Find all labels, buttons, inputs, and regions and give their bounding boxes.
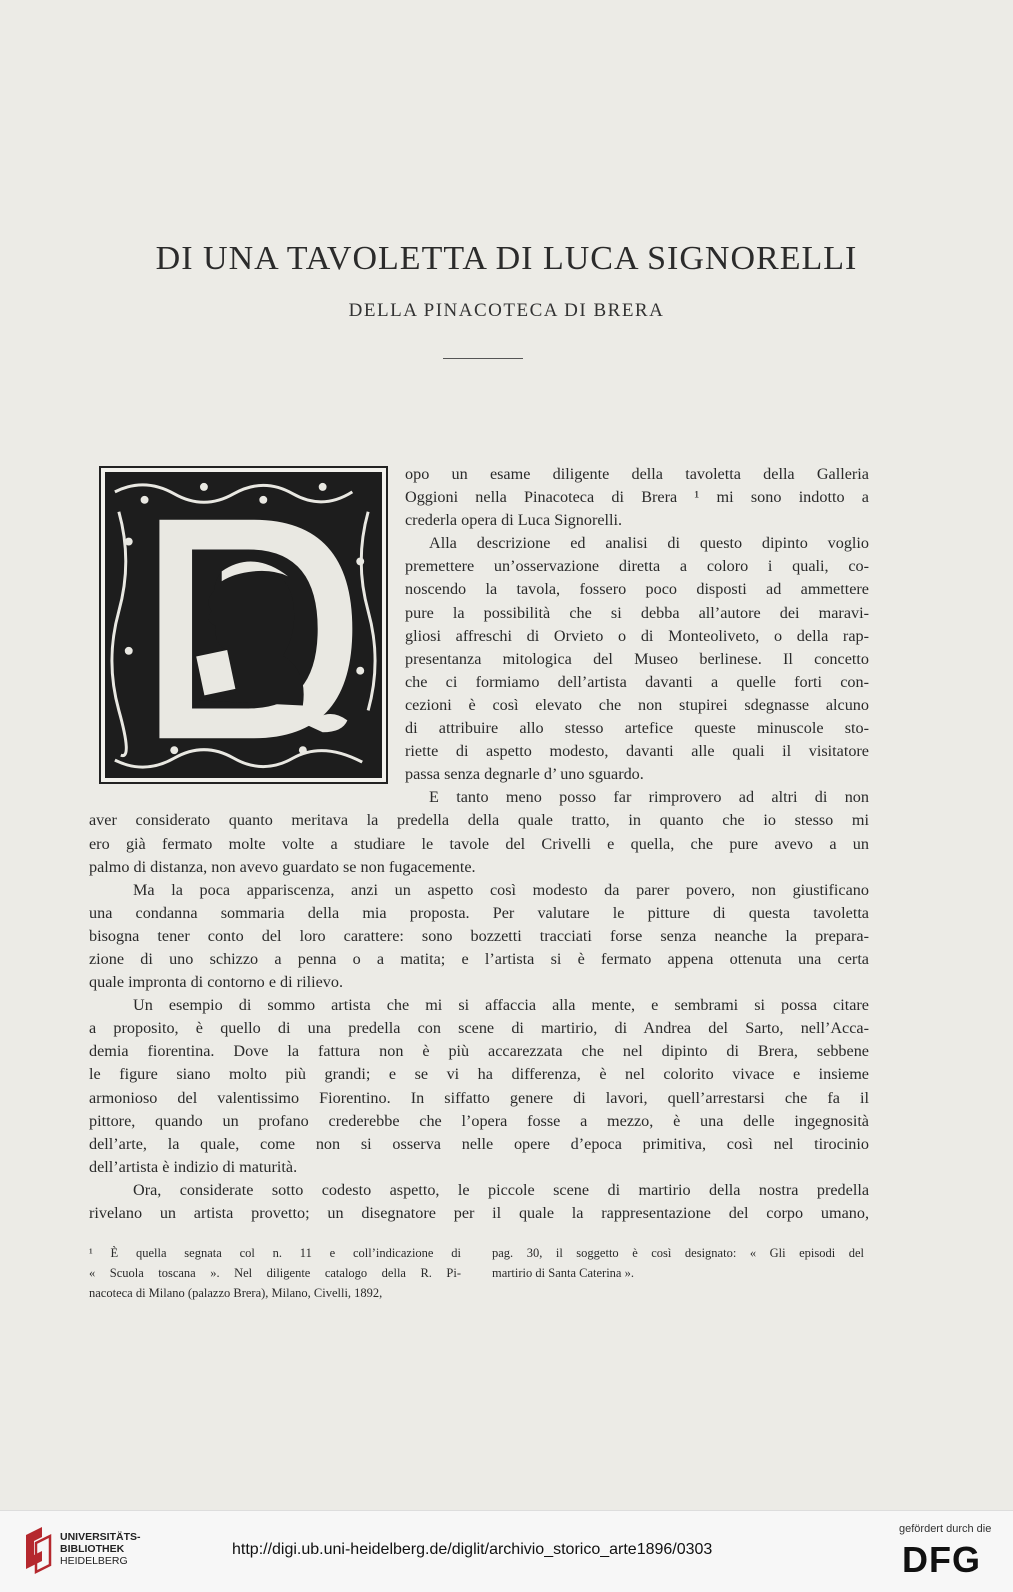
text-line-11: cezioni è così elevato che non stupirei sdegnasse alcuno bbox=[405, 695, 869, 714]
footnote-line: pag. 30, il soggetto è così designato: « Gli episodi del bbox=[492, 1246, 864, 1260]
text-line-32: Ora, considerate sotto codesto aspetto, le piccole scene di martirio della nostra predella bbox=[133, 1180, 869, 1199]
footnote-line: « Scuola toscana ». Nel diligente catalogo della R. Pi- bbox=[89, 1266, 461, 1280]
text-line-1 bbox=[89, 463, 869, 486]
text-line-18: palmo di distanza, non avevo guardato se non fugacemente. bbox=[89, 857, 476, 876]
text-line-23: quale impronta di contorno e di rilievo. bbox=[89, 973, 343, 992]
text-line-33: rivelano un artista provetto; un disegnatore per il quale la rappresentazione del corpo umano, bbox=[89, 1204, 869, 1222]
text-line-10: che ci formiamo dell’artista davanti a quelle forti con- bbox=[405, 672, 869, 691]
text-line-21: bisogna tener conto del loro carattere: sono bozzetti tracciati forse senza neanche la prepara- bbox=[89, 926, 869, 945]
university-library-logo-icon bbox=[22, 1525, 52, 1577]
text-line-1-content: opo un esame diligente della tavoletta della Galleria bbox=[405, 465, 869, 483]
library-name bbox=[60, 1531, 141, 1567]
dfg-logo: DFG bbox=[902, 1539, 981, 1580]
title-divider bbox=[443, 358, 523, 359]
library-name-line: UNIVERSITÄTS- bbox=[60, 1531, 141, 1543]
text-line-17: ero già fermato molte volte a studiare le tavole del Crivelli e quella, che pure avevo a un bbox=[89, 834, 869, 853]
digitization-footer bbox=[0, 1510, 1013, 1592]
text-line-29: pittore, quando un profano crederebbe che l’opera fosse a mezzo, è una delle ingegnosità bbox=[89, 1111, 869, 1130]
text-line-22: zione di uno schizzo a penna o a matita; e l’artista si è fermato appena ottenuta una certa bbox=[89, 949, 869, 968]
text-line-27: le figure siano molto più grandi; e se vi ha differenza, è nel colorito vivace e insieme bbox=[89, 1065, 869, 1084]
text-line-25: a proposito, è quello di una predella con scene di martirio, di Andrea del Sarto, nell’Acca- bbox=[89, 1019, 869, 1038]
text-line-5: premettere un’osservazione diretta a coloro i quali, co- bbox=[405, 557, 869, 576]
footnote-column-right bbox=[492, 1243, 864, 1283]
text-line-13: riette di aspetto modesto, davanti alle quali il visitatore bbox=[405, 742, 869, 761]
library-name-line: BIBLIOTHEK bbox=[60, 1543, 125, 1555]
text-line-14: passa senza degnarle d’ uno sguardo. bbox=[405, 765, 644, 784]
article-body bbox=[89, 463, 869, 1225]
text-line-7: pure la possibilità che si debba all’autore dei maravi- bbox=[405, 603, 869, 622]
footnote-line: martirio di Santa Caterina ». bbox=[492, 1266, 634, 1280]
text-line-8: gliosi affreschi di Orvieto o di Monteoliveto, o della rap- bbox=[405, 626, 869, 645]
sponsor-label: gefördert durch die bbox=[899, 1523, 992, 1535]
text-line-31: dell’artista è indizio di maturità. bbox=[89, 1157, 298, 1176]
text-line-28: armonioso del valentissimo Fiorentino. In siffatto genere di lavori, quell’arrestarsi che fa il bbox=[89, 1088, 869, 1107]
text-line-15: E tanto meno posso far rimprovero ad altri di non bbox=[429, 788, 869, 807]
footnote-column-left bbox=[89, 1243, 461, 1303]
text-line-20: una condanna sommaria della mia proposta. Per valutare le pitture di questa tavoletta bbox=[89, 903, 869, 922]
text-line-30: dell’arte, la quale, come non si osserva nelle opere d’epoca primitiva, così nel tirocinio bbox=[89, 1134, 869, 1153]
text-line-12: di attribuire allo stesso artefice queste minuscole sto- bbox=[405, 719, 869, 738]
text-line-16: aver considerato quanto meritava la predella della quale tratto, in quanto che io stesso mi bbox=[89, 811, 869, 830]
text-line-2: Oggioni nella Pinacoteca di Brera ¹ mi sono indotto a bbox=[405, 488, 869, 507]
text-line-9: presentanza mitologica del Museo berlinese. Il concetto bbox=[405, 649, 869, 668]
text-line-3: crederla opera di Luca Signorelli. bbox=[405, 511, 623, 530]
library-name-line: HEIDELBERG bbox=[60, 1555, 128, 1567]
footnote-line: ¹ È quella segnata col n. 11 e coll’indicazione di bbox=[89, 1246, 461, 1260]
text-line-4: Alla descrizione ed analisi di questo dipinto voglio bbox=[429, 534, 869, 553]
article-subtitle: DELLA PINACOTECA DI BRERA bbox=[348, 300, 665, 321]
text-line-6: noscendo la tavola, fossero poco disposti ad ammettere bbox=[405, 580, 869, 599]
text-line-19: Ma la poca appariscenza, anzi un aspetto così modesto da parer povero, non giustificano bbox=[133, 880, 869, 899]
text-line-24: Un esempio di sommo artista che mi si affaccia alla mente, e sembrami si possa citare bbox=[133, 996, 869, 1015]
footnote-line: nacoteca di Milano (palazzo Brera), Milano, Civelli, 1892, bbox=[89, 1286, 383, 1300]
article-title: DI UNA TAVOLETTA DI LUCA SIGNORELLI bbox=[155, 240, 858, 277]
text-line-26: demia fiorentina. Dove la fattura non è più accarezzata che nel dipinto di Brera, sebbene bbox=[89, 1042, 869, 1061]
permalink-url[interactable]: http://digi.ub.uni-heidelberg.de/diglit/archivio_storico_arte1896/0303 bbox=[232, 1541, 713, 1558]
